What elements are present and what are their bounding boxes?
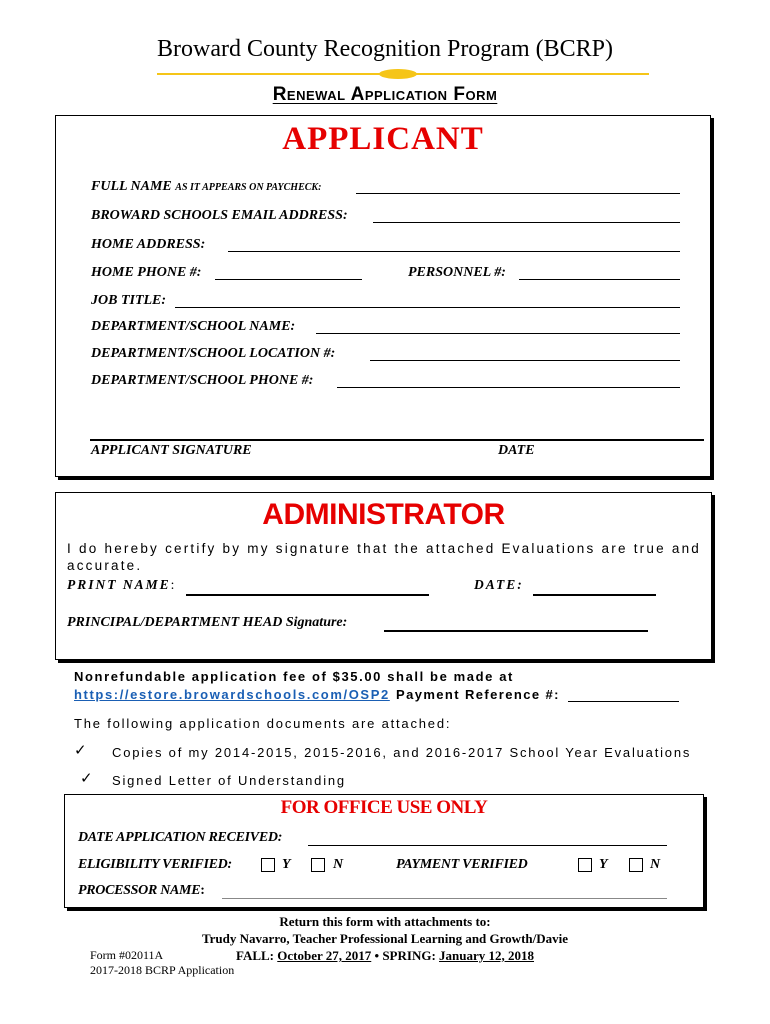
docs-intro: The following application documents are attached: [74, 716, 452, 731]
print-name-label-text: PRINT NAME [67, 577, 171, 592]
payment-yes-checkbox[interactable] [578, 858, 592, 872]
dept-phone-field[interactable] [337, 387, 680, 388]
eligibility-no-checkbox[interactable] [311, 858, 325, 872]
fall-date: October 27, 2017 [277, 948, 372, 963]
return-instructions: Return this form with attachments to: [279, 914, 491, 929]
full-name-field[interactable] [356, 193, 680, 194]
office-use-heading: FOR OFFICE USE ONLY [280, 797, 488, 818]
payment-reference-field[interactable] [568, 701, 679, 702]
personnel-label: PERSONNEL #: [408, 265, 506, 280]
form-subtitle [0, 84, 770, 106]
applicant-heading: APPLICANT [282, 121, 484, 157]
eligibility-label: ELIGIBILITY VERIFIED: [78, 857, 232, 872]
fall-label: FALL: [235, 948, 275, 963]
title-divider-ornament [379, 69, 417, 79]
doc-item-evaluations: Copies of my 2014-2015, 2015-2016, and 2016-2017 School Year Evaluations [112, 745, 692, 760]
admin-date-label: DATE: [474, 577, 524, 592]
payment-verified-label: PAYMENT VERIFIED [396, 857, 528, 872]
dept-name-field[interactable] [316, 333, 680, 334]
eligibility-yes-checkbox[interactable] [261, 858, 275, 872]
eligibility-yes-label: Y [282, 857, 291, 872]
estore-link[interactable]: https://estore.browardschools.com/OSP2 [74, 687, 390, 702]
applicant-signature-line[interactable] [90, 439, 704, 441]
dept-location-field[interactable] [370, 360, 680, 361]
payment-no-label: N [650, 857, 660, 872]
check-icon: ✓ [80, 771, 93, 787]
doc-item-letter: Signed Letter of Understanding [112, 773, 346, 788]
fee-statement: Nonrefundable application fee of $35.00 shall be made at [74, 669, 514, 684]
print-name-colon: : [170, 577, 177, 592]
processor-name-colon: : [200, 883, 205, 898]
dept-name-label: DEPARTMENT/SCHOOL NAME: [91, 319, 296, 334]
home-phone-field[interactable] [215, 279, 362, 280]
job-title-field[interactable] [175, 307, 680, 308]
date-received-label: DATE APPLICATION RECEIVED: [78, 830, 283, 845]
applicant-signature-label: APPLICANT SIGNATURE [91, 443, 252, 458]
page-title: Broward County Recognition Program (BCRP) [157, 36, 613, 62]
dept-location-label: DEPARTMENT/SCHOOL LOCATION #: [91, 346, 336, 361]
job-title-label: JOB TITLE: [91, 293, 167, 308]
return-recipient: Trudy Navarro, Teacher Professional Learning and Growth/Davie [201, 931, 569, 946]
processor-name-field[interactable] [222, 898, 667, 899]
home-phone-label: HOME PHONE #: [91, 265, 202, 280]
certify-statement: I do hereby certify by my signature that the attached Evaluations are true and accurate. [67, 541, 701, 573]
payment-reference-label: Payment Reference #: [396, 687, 560, 702]
payment-yes-label: Y [599, 857, 608, 872]
print-name-label [67, 577, 176, 593]
form-subtitle-text: Renewal Application Form [272, 84, 498, 105]
spring-date: January 12, 2018 [439, 948, 535, 963]
applicant-date-label: DATE [498, 443, 535, 458]
spring-label: SPRING: [382, 948, 436, 963]
personnel-field[interactable] [519, 279, 680, 280]
print-name-field[interactable] [186, 594, 429, 596]
payment-no-checkbox[interactable] [629, 858, 643, 872]
check-icon: ✓ [74, 743, 87, 759]
dept-phone-label: DEPARTMENT/SCHOOL PHONE #: [91, 373, 314, 388]
full-name-note: AS IT APPEARS ON PAYCHECK: [175, 182, 322, 193]
form-number: Form #02011A [90, 948, 164, 962]
home-address-label: HOME ADDRESS: [91, 237, 206, 252]
eligibility-no-label: N [333, 857, 343, 872]
admin-date-field[interactable] [533, 594, 656, 596]
full-name-label [91, 179, 321, 195]
principal-signature-field[interactable] [384, 630, 648, 632]
processor-name-label [78, 883, 205, 899]
administrator-heading: ADMINISTRATOR [262, 498, 505, 531]
form-year: 2017-2018 BCRP Application [90, 963, 235, 977]
deadline-separator: • [374, 948, 380, 963]
email-label: BROWARD SCHOOLS EMAIL ADDRESS: [91, 208, 348, 223]
home-address-field[interactable] [228, 251, 680, 252]
principal-signature-label: PRINCIPAL/DEPARTMENT HEAD Signature: [67, 615, 348, 630]
date-received-field[interactable] [308, 845, 667, 846]
processor-name-label-text: PROCESSOR NAME [78, 883, 201, 898]
email-field[interactable] [373, 222, 680, 223]
full-name-label-text: FULL NAME [91, 179, 172, 194]
